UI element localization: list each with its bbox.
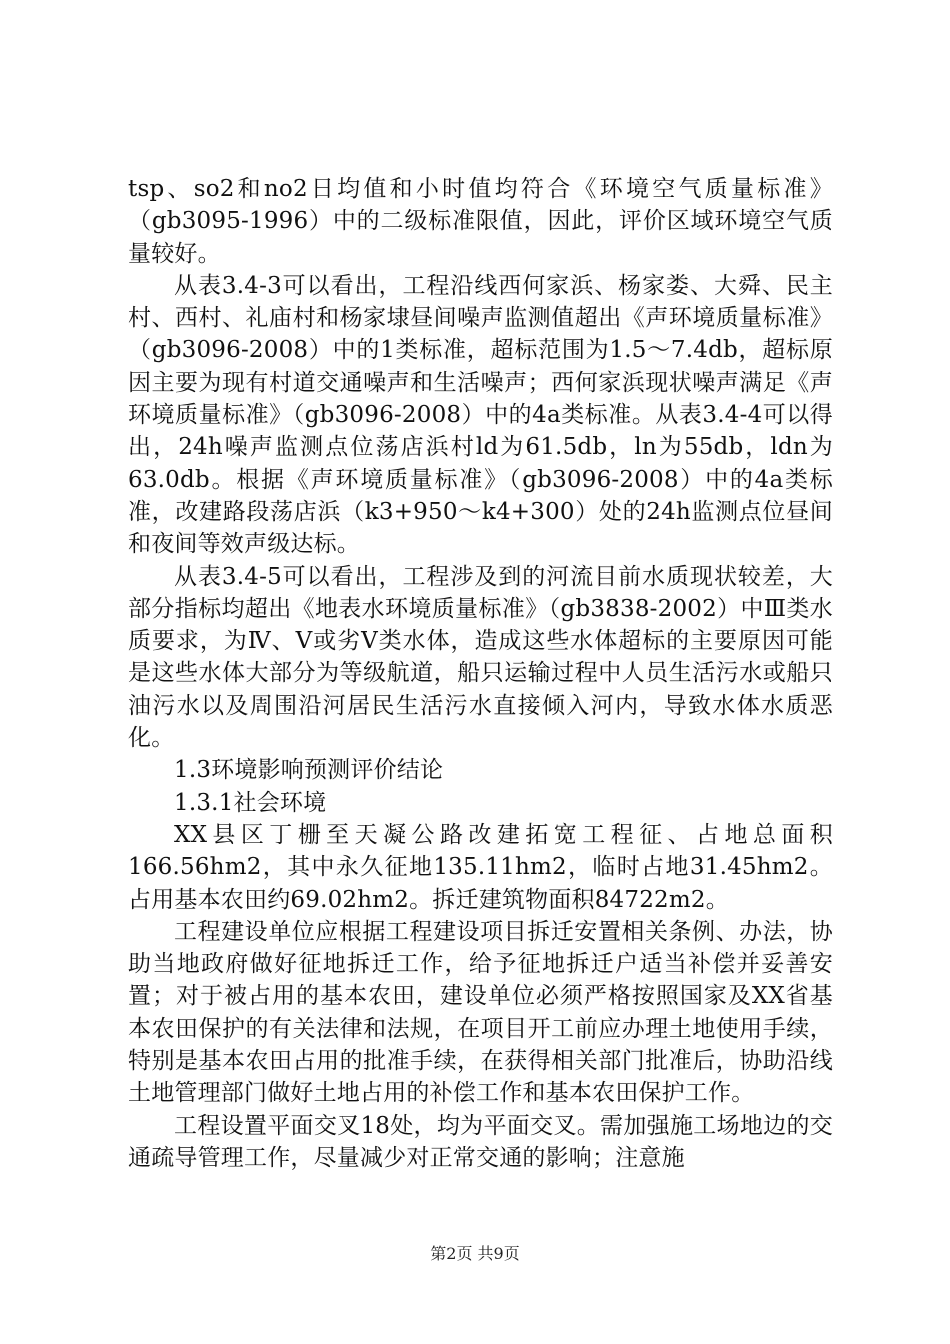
paragraph-resettlement: 工程建设单位应根据工程建设项目拆迁安置相关条例、办法，协助当地政府做好征地拆迁工作，给予征地拆迁户适当补偿并妥善安置；对于被占用的基本农田，建设单位必须严格按照国家及XX省基本农田保护的有关法律和法规，在项目开工前应办理土地使用手续，特别是基本农田占用的批准手续，在获得相关部门批准后，协助沿线土地管理部门做好土地占用的补偿工作和基本农田保护工作。	[128, 918, 833, 1107]
paragraph-land-acquisition: XX县区丁栅至天凝公路改建拓宽工程征、占地总面积166.56hm2，其中永久征地135.11hm2，临时占地31.45hm2。占用基本农田约69.02hm2。拆迁建筑物面积84722m2。	[128, 821, 833, 913]
paragraph-air-quality: tsp、so2和no2日均值和小时值均符合《环境空气质量标准》（gb3095-1996）中的二级标准限值，因此，评价区域环境空气质量较好。	[128, 176, 833, 267]
page-number-footer: 第2页 共9页	[430, 1244, 520, 1263]
paragraph-water-quality: 从表3.4-5可以看出，工程涉及到的河流目前水质现状较差，大部分指标均超出《地表水环境质量标准》（gb3838-2002）中Ⅲ类水质要求，为Ⅳ、Ⅴ或劣Ⅴ类水体，造成这些水体超标的主要原因可能是这些水体大部分为等级航道，船只运输过程中人员生活污水或船只油污水以及周围沿河居民生活污水直接倾入河内，导致水体水质恶化。	[128, 563, 833, 752]
paragraph-traffic-crossings: 工程设置平面交叉18处，均为平面交叉。需加强施工场地边的交通疏导管理工作，尽量减少对正常交通的影响；注意施	[128, 1112, 833, 1171]
section-heading-prediction-conclusion: 1.3环境影响预测评价结论	[174, 757, 444, 784]
document-body	[128, 173, 833, 1174]
section-heading-social-environment: 1.3.1社会环境	[174, 789, 327, 816]
paragraph-noise-assessment: 从表3.4-3可以看出，工程沿线西何家浜、杨家娄、大舜、民主村、西村、礼庙村和杨家埭昼间噪声监测值超出《声环境质量标准》（gb3096-2008）中的1类标准，超标范围为1.5～7.4db，超标原因主要为现有村道交通噪声和生活噪声；西何家浜现状噪声满足《声环境质量标准》（gb3096-2008）中的4a类标准。从表3.4-4可以得出，24h噪声监测点位荡店浜村ld为61.5db，ln为55db，ldn为63.0db。根据《声环境质量标准》（gb3096-2008）中的4a类标准，改建路段荡店浜（k3+950～k4+300）处的24h监测点位昼间和夜间等效声级达标。	[128, 272, 833, 558]
